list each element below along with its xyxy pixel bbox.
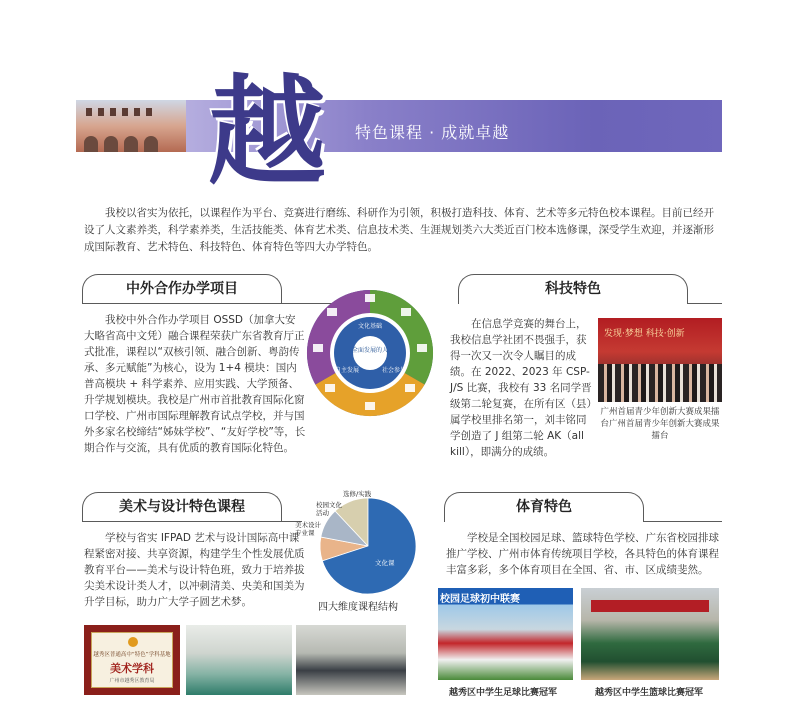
basketball-photo-banner [591,600,709,612]
pie-label-1: 选修/实践 [343,490,372,498]
section-title-tech: 科技特色 [458,274,688,304]
section-line-intl [82,303,332,304]
sports-paragraph: 学校是全国校园足球、篮球特色学校、广东省校园排球推广学校、广州市体育传统项目学校，各具特色的体育课程丰富多彩，多个体育项目在全国、省、市、区成绩斐然。 [446,532,719,576]
pie-title: 四大维度课程结构 [318,602,398,613]
art-class-photo-1 [186,625,292,695]
wheel-ring-label-3: 社会参与 [381,367,407,374]
wheel-ring-label-1: 文化基础 [357,323,383,330]
section-line-sports [644,521,722,522]
wheel-ring-label-2: 自主发展 [334,367,360,374]
art-class-photo-2 [296,625,406,695]
soccer-photo-banner: 校园足球初中联赛 [440,594,520,605]
tech-photo-students [598,364,722,402]
award-line-3: 广州市越秀区教育局 [109,678,155,684]
section-line-art [82,521,302,522]
calligraphy-character: 越 [207,62,326,201]
soccer-team-photo [438,588,573,680]
section-title-sports: 体育特色 [444,492,644,522]
school-building-photo [76,100,186,152]
basketball-team-photo [581,588,719,680]
intro-paragraph: 我校以省实为依托，以课程作为平台、竞赛进行磨练、科研作为引领，积极打造科技、体育、艺术等多元特色校本课程。目前已经开设了人文素养类，科学素养类，生活技能类、体育艺术类、信息技术类、生涯规划类六大类近百门校本选修课，深受学生欢迎，并逐渐形成国际教育、艺术特色、科技特色、体育特色等四大办学特色。 [84,207,714,253]
tech-paragraph: 在信息学竞赛的舞台上，我校信息学社团不畏强手，获得一次又一次令人瞩目的成绩。在 2022、2023 年 CSP-J/S 比赛，我校有 33 名同学晋级第二轮复赛，在所有区（县）属学校里排名第一，刘丰铭同学创造了 J 组第二轮 AK（all kill），即满分的成绩。 [450,318,592,458]
intl-paragraph: 我校中外合作办学项目 OSSD（加拿大安大略省高中文凭）融合课程荣获广东省教育厅正式批准，课程以“双核引领、融合创新、粤韵传承、多元赋能”为核心，设为 1+4 模块：国内普高模块 + 科学素养、应用实践、大学预备、升学规划模块。我校是广州市首批教育国际化窗口学校、广州市国际理解教育试点学校，并与国外多家名校缔结“姊妹学校”、“友好学校”等，长期合作与交流，具有优质的教育国际化特色。 [84,314,306,454]
art-award-plaque-photo [84,625,180,695]
award-main-text: 美术学科 [110,662,154,675]
banner-title: 特色课程 · 成就卓越 [355,123,510,142]
soccer-photo-caption: 越秀区中学生足球比赛冠军 [449,688,558,698]
award-plaque [91,632,173,688]
core-literacy-wheel [305,288,435,418]
tech-award-photo [598,318,722,402]
award-logo-icon [128,637,138,647]
section-title-art: 美术与设计特色课程 [82,492,282,522]
pie-label-4: 文化课 [375,559,395,567]
section-title-intl: 中外合作办学项目 [82,274,282,304]
section-line-tech [688,303,722,304]
art-paragraph: 学校与省实 IFPAD 艺术与设计国际高中课程紧密对接、共享资源，构建学生个性发展优质教育平台——美术与设计特色班，致力于培养拔尖美术设计类人才，以冲刺清美、央美和国美为升学目标，助力广大学子圆艺术梦。 [84,532,305,608]
award-line-1: 越秀区普通高中“特色”学科基地 [93,652,171,658]
tech-photo-banner: 发现·梦想 科技·创新 [604,329,685,339]
pie-label-3: 美术设计专业课 [295,521,321,537]
pie-label-2: 校园文化活动 [316,501,342,517]
tech-photo-caption: 广州首届青少年创新大赛成果擂台广州首届青少年创新大赛成果擂台 [600,407,720,441]
basketball-photo-caption: 越秀区中学生篮球比赛冠军 [595,688,704,698]
wheel-center-label: 全面发展的人 [351,347,389,354]
